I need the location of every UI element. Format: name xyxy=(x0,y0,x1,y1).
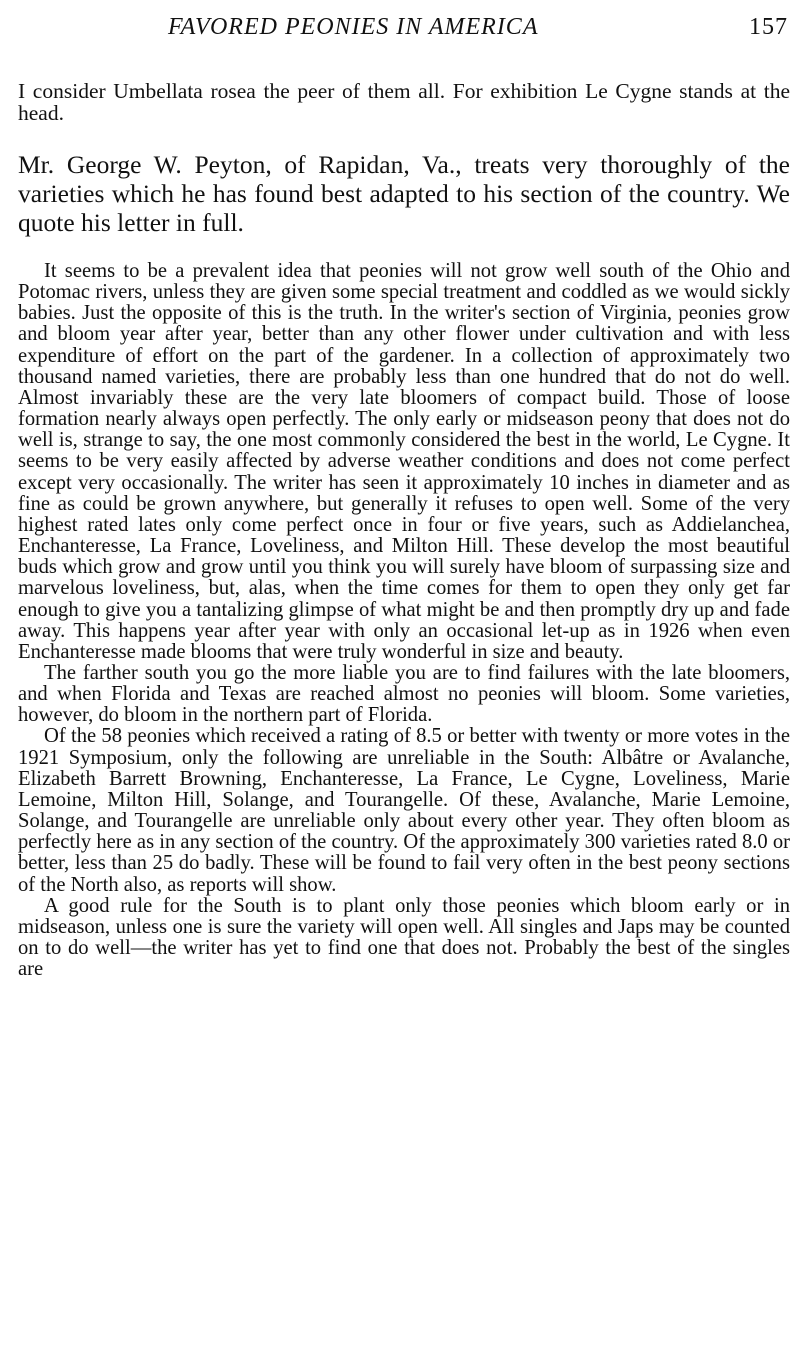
letter-paragraph: The farther south you go the more liable you are to find failures with the late bloomers, and when Florida and Texas are reached almost no peonies will bloom. Some varieties, however, do bloom in the northern part of Florida. xyxy=(18,661,790,727)
lead-paragraph: Mr. George W. Peyton, of Rapidan, Va., treats very thoroughly of the varieties which he has found best adapted to his section of the country. We quote his letter in full. xyxy=(18,150,790,237)
intro-paragraph: I consider Umbellata rosea the peer of them all. For exhibition Le Cygne stands at the head. xyxy=(18,79,790,125)
running-head xyxy=(18,10,790,44)
running-title: FAVORED PEONIES IN AMERICA xyxy=(168,14,539,40)
page-number: 157 xyxy=(749,14,788,40)
letter-paragraph: Of the 58 peonies which received a rating of 8.5 or better with twenty or more votes in the 1921 Symposium, only the following are unreliable in the South: Albâtre or Avalanche, Elizabeth Barrett Browning, Enchanteresse, La France, Le Cygne, Loveliness, Marie Lemoine, Milton Hill, Solange, and Tourangelle. Of these, Avalanche, Marie Lemoine, Solange, and Tourangelle are unreliable only about every other year. They often bloom as perfectly here as in any section of the country. Of the approximately 300 varieties rated 8.0 or better, less than 25 do badly. These will be found to fail very often in the best peony sections of the North also, as reports will show. xyxy=(18,725,790,896)
quoted-letter xyxy=(18,261,790,980)
letter-paragraph: It seems to be a prevalent idea that peonies will not grow well south of the Ohio and Potomac rivers, unless they are given some special treatment and coddled as we would sickly babies. Just the opposite of this is the truth. In the writer's section of Virginia, peonies grow and bloom year after year, better than any other flower under cultivation and with less expenditure of effort on the part of the gardener. In a collection of approximately two thousand named varieties, there are probably less than one hundred that do not do well. Almost invariably these are the very late bloomers of compact build. Those of loose formation nearly always open perfectly. The only early or midseason peony that does not do well is, strange to say, the one most commonly considered the best in the world, Le Cygne. It seems to be very easily affected by adverse weather conditions and does not come perfect except very occasionally. The writer has seen it approximately 10 inches in diameter and as fine as could be grown anywhere, but generally it refuses to open well. Some of the very highest rated lates only come perfect once in four or five years, such as Addielanchea, Enchanteresse, La France, Loveliness, and Milton Hill. These develop the most beautiful buds which grow and grow until you think you will surely have bloom of surpassing size and marvelous loveliness, but, alas, when the time comes for them to open they only get far enough to give you a tantalizing glimpse of what might be and then promptly dry up and fade away. This happens year after year with only an occasional let-up as in 1926 when even Enchanteresse made blooms that were truly wonderful in size and beauty. xyxy=(18,260,790,663)
book-page xyxy=(18,10,790,980)
letter-paragraph: A good rule for the South is to plant only those peonies which bloom early or in midseason, unless one is sure the variety will open well. All singles and Japs may be counted on to do well—the writer has yet to find one that does not. Probably the best of the singles are xyxy=(18,894,790,981)
